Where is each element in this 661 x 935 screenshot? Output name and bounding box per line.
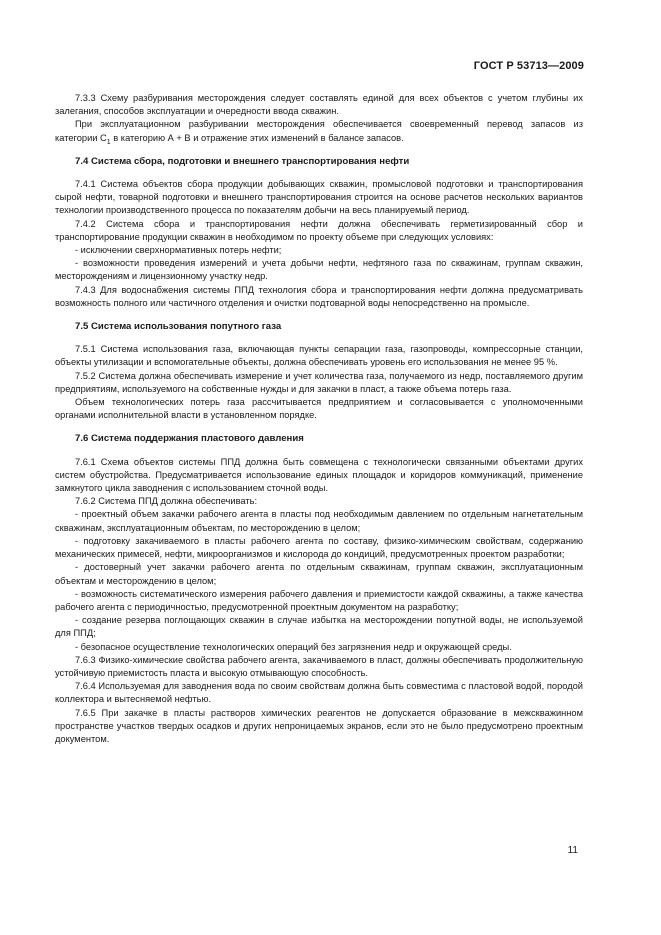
document-body bbox=[55, 92, 583, 746]
paragraph: 7.6.2 Система ППД должна обеспечивать: bbox=[75, 496, 258, 507]
subscript: 1 bbox=[106, 138, 111, 146]
list-item: - подготовку закачиваемого в пласты рабочего агента по составу, физико-химическим свойствам, содержанию механических примесей, нефти, микроорганизмов и кислорода до кондиций, предусмотренных проектом разработки; bbox=[55, 535, 583, 560]
paragraph: 7.4.2 Система сбора и транспортирования нефти должна обеспечивать герметизированный сбор и транспортирование продукции скважин в необходимом по проекту объеме при следующих условиях: bbox=[55, 218, 583, 242]
document-standard-id: ГОСТ Р 53713—2009 bbox=[473, 60, 584, 72]
paragraph: 7.6.4 Используемая для заводнения вода по своим свойствам должна быть совместима с пластовой водой, породой коллектора и вытесняемой нефтью. bbox=[55, 681, 583, 705]
list-item: - проектный объем закачки рабочего агента в пласты под необходимым давлением по отдельным нагнетательным скважинам, эксплуатационным объектам, по месторождению в целом; bbox=[55, 509, 583, 533]
paragraph: 7.4.3 Для водоснабжения системы ППД технология сбора и транспортирования нефти должна предусматривать возможность полного или частичного отделения и очистки подтоварной воды непосредственно на промысле. bbox=[55, 284, 583, 308]
paragraph-text-part: При эксплуатационном разбуривании месторождения обеспечивается своевременный перевод запасов из категории C bbox=[55, 119, 583, 143]
list-item: - возможность систематического измерения рабочего давления и приемистости каждой скважины, а также качества рабочего агента с периодичностью, предусмотренной проектным документом на разработку; bbox=[55, 588, 583, 612]
paragraph bbox=[55, 118, 583, 144]
list-item: - создание резерва поглощающих скважин в случае избытка на месторождении попутной воды, не используемой для ППД; bbox=[55, 615, 583, 639]
paragraph: 7.5.2 Система должна обеспечивать измерение и учет количества газа, получаемого из недр, поставляемого другим предприятиям, используемого на собственные нужды и для закачки в пласт, а также объема потерь газа. bbox=[55, 370, 583, 394]
list-item: - возможности проведения измерений и учета добычи нефти, нефтяного газа по скважинам, группам скважин, месторождениям и лицензионному участку недр. bbox=[55, 258, 583, 282]
paragraph: 7.5.1 Система использования газа, включающая пункты сепарации газа, газопроводы, компрессорные станции, объекты утилизации и вспомогательные объекты, должна обеспечивать уровень его использования не менее 95 %. bbox=[55, 344, 583, 368]
section-heading: 7.5 Система использования попутного газа bbox=[75, 321, 282, 333]
list-item: - исключении сверхнормативных потерь нефти; bbox=[75, 245, 282, 256]
section-heading: 7.6 Система поддержания пластового давления bbox=[75, 433, 304, 445]
list-item: - безопасное осуществление технологических операций без загрязнения недр и окружающей среды. bbox=[75, 641, 512, 652]
section-heading: 7.4 Система сбора, подготовки и внешнего транспортирования нефти bbox=[75, 155, 410, 167]
paragraph: 7.3.3 Схему разбуривания месторождения следует составлять единой для всех объектов с учетом глубины их залегания, способов эксплуатации и очередности ввода скважин. bbox=[55, 93, 583, 117]
paragraph: 7.6.1 Схема объектов системы ППД должна быть совмещена с технологически связанными объектами других систем обустройства. Предусматривается использование единых площадок и коридоров коммуникаций, применение замкнутого цикла заводнения с использованием сточной воды. bbox=[55, 456, 583, 494]
page-number: 11 bbox=[567, 845, 578, 856]
paragraph-text-part: в категорию А + В и отражение этих изменений в балансе запасов. bbox=[110, 132, 404, 143]
paragraph: 7.4.1 Система объектов сбора продукции добывающих скважин, промысловой подготовки и транспортирования сырой нефти, товарной подготовки и внешнего транспортирования строится на основе расчетов нескольких вариантов технологии производственного процесса по показателям добычи на весь планируемый период. bbox=[55, 179, 583, 216]
paragraph: Объем технологических потерь газа рассчитывается предприятием и согласовывается с уполномоченными органами исполнительной власти в установленном порядке. bbox=[55, 397, 583, 421]
paragraph: 7.6.3 Физико-химические свойства рабочего агента, закачиваемого в пласт, должны обеспечивать продолжительную устойчивую приемистость пласта и высокую отмывающую способность. bbox=[55, 654, 583, 678]
list-item: - достоверный учет закачки рабочего агента по отдельным скважинам, группам скважин, эксплуатационным объектам и месторождению в целом; bbox=[55, 562, 583, 586]
paragraph: 7.6.5 При закачке в пласты растворов химических реагентов не допускается образование в межскважинном пространстве участков твердых осадков и других непроницаемых экранов, если это не было предусмотрено проектным документом. bbox=[55, 707, 583, 744]
